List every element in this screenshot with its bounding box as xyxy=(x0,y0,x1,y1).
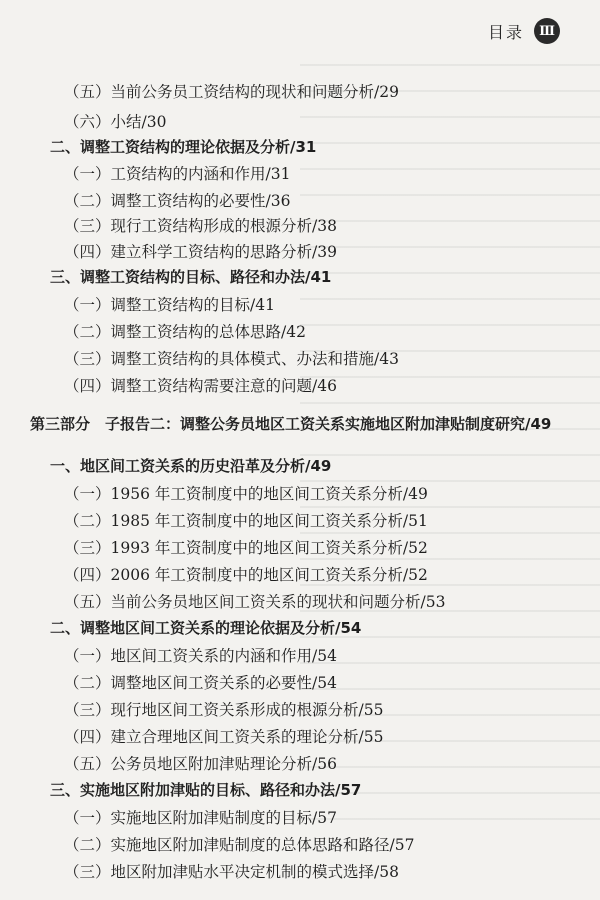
toc-entry: （五）公务员地区附加津贴理论分析/56 xyxy=(64,755,337,773)
toc-entry: （三）现行工资结构形成的根源分析/38 xyxy=(64,217,337,235)
toc-entry: （二）调整工资结构的必要性/36 xyxy=(64,192,291,210)
toc-section-heading: 一、地区间工资关系的历史沿革及分析/49 xyxy=(50,457,332,475)
page-header xyxy=(488,18,560,44)
page-number-badge: Ⅲ xyxy=(534,18,560,44)
toc-entry: （五）当前公务员工资结构的现状和问题分析/29 xyxy=(64,83,399,101)
toc-entry: （三）现行地区间工资关系形成的根源分析/55 xyxy=(64,701,384,719)
toc-entry: （一）工资结构的内涵和作用/31 xyxy=(64,165,291,183)
toc-section-heading: 二、调整地区间工资关系的理论依据及分析/54 xyxy=(50,619,362,637)
toc-entry: （四）建立合理地区间工资关系的理论分析/55 xyxy=(64,728,384,746)
toc-entry: （二）调整工资结构的总体思路/42 xyxy=(64,323,306,341)
toc-entry: （二）实施地区附加津贴制度的总体思路和路径/57 xyxy=(64,836,415,854)
toc-entry: （四）调整工资结构需要注意的问题/46 xyxy=(64,377,337,395)
toc-entry: （一）1956 年工资制度中的地区间工资关系分析/49 xyxy=(64,485,428,503)
toc-entry: （一）实施地区附加津贴制度的目标/57 xyxy=(64,809,337,827)
toc-entry: （六）小结/30 xyxy=(64,113,167,131)
toc-section-heading: 三、实施地区附加津贴的目标、路径和办法/57 xyxy=(50,781,362,799)
toc-entry: （三）调整工资结构的具体模式、办法和措施/43 xyxy=(64,350,399,368)
toc-entry: （一）地区间工资关系的内涵和作用/54 xyxy=(64,647,337,665)
toc-entry: （五）当前公务员地区间工资关系的现状和问题分析/53 xyxy=(64,593,446,611)
toc-entry: （四）2006 年工资制度中的地区间工资关系分析/52 xyxy=(64,566,428,584)
toc-entry: （三）1993 年工资制度中的地区间工资关系分析/52 xyxy=(64,539,428,557)
section-title: 目录 xyxy=(487,22,524,42)
toc-section-heading: 三、调整工资结构的目标、路径和办法/41 xyxy=(50,268,332,286)
toc-section-heading: 二、调整工资结构的理论依据及分析/31 xyxy=(50,138,317,156)
toc-entry: （四）建立科学工资结构的思路分析/39 xyxy=(64,243,337,261)
toc-part-heading: 第三部分 子报告二：调整公务员地区工资关系实施地区附加津贴制度研究/49 xyxy=(30,415,552,433)
toc-entry: （二）调整地区间工资关系的必要性/54 xyxy=(64,674,337,692)
toc-entry: （二）1985 年工资制度中的地区间工资关系分析/51 xyxy=(64,512,428,530)
toc-entry: （一）调整工资结构的目标/41 xyxy=(64,296,275,314)
toc-entry: （三）地区附加津贴水平决定机制的模式选择/58 xyxy=(64,863,399,881)
